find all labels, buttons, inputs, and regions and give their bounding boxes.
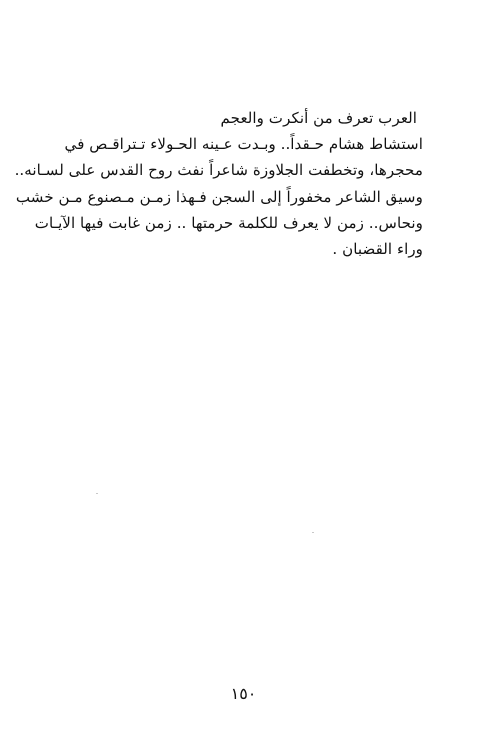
body-text	[14, 105, 423, 262]
text-line: استشاط هشام حـقداً.. وبـدت عـينه الحـولاء تـتراقـص في	[64, 135, 423, 154]
text-line: وسيق الشاعر مخفوراً إلى السجن فـهذا زمـن مـصنوع مـن خشب	[15, 187, 423, 206]
scan-speck	[312, 532, 314, 533]
scan-speck	[96, 493, 98, 494]
text-line: وراء القضبان .	[332, 240, 423, 259]
text-line: العرب تعرف من أنكرت والعجم	[220, 109, 417, 127]
text-line: محجرها، وتخطفت الجلاوزة شاعراً نفث روح القدس على لسـانه..	[14, 161, 423, 180]
text-line: ونحاس.. زمن لا يعرف للكلمة حرمتها .. زمن غابت فيها الآيـات	[34, 213, 423, 232]
page-number: ١٥٠	[230, 684, 257, 703]
